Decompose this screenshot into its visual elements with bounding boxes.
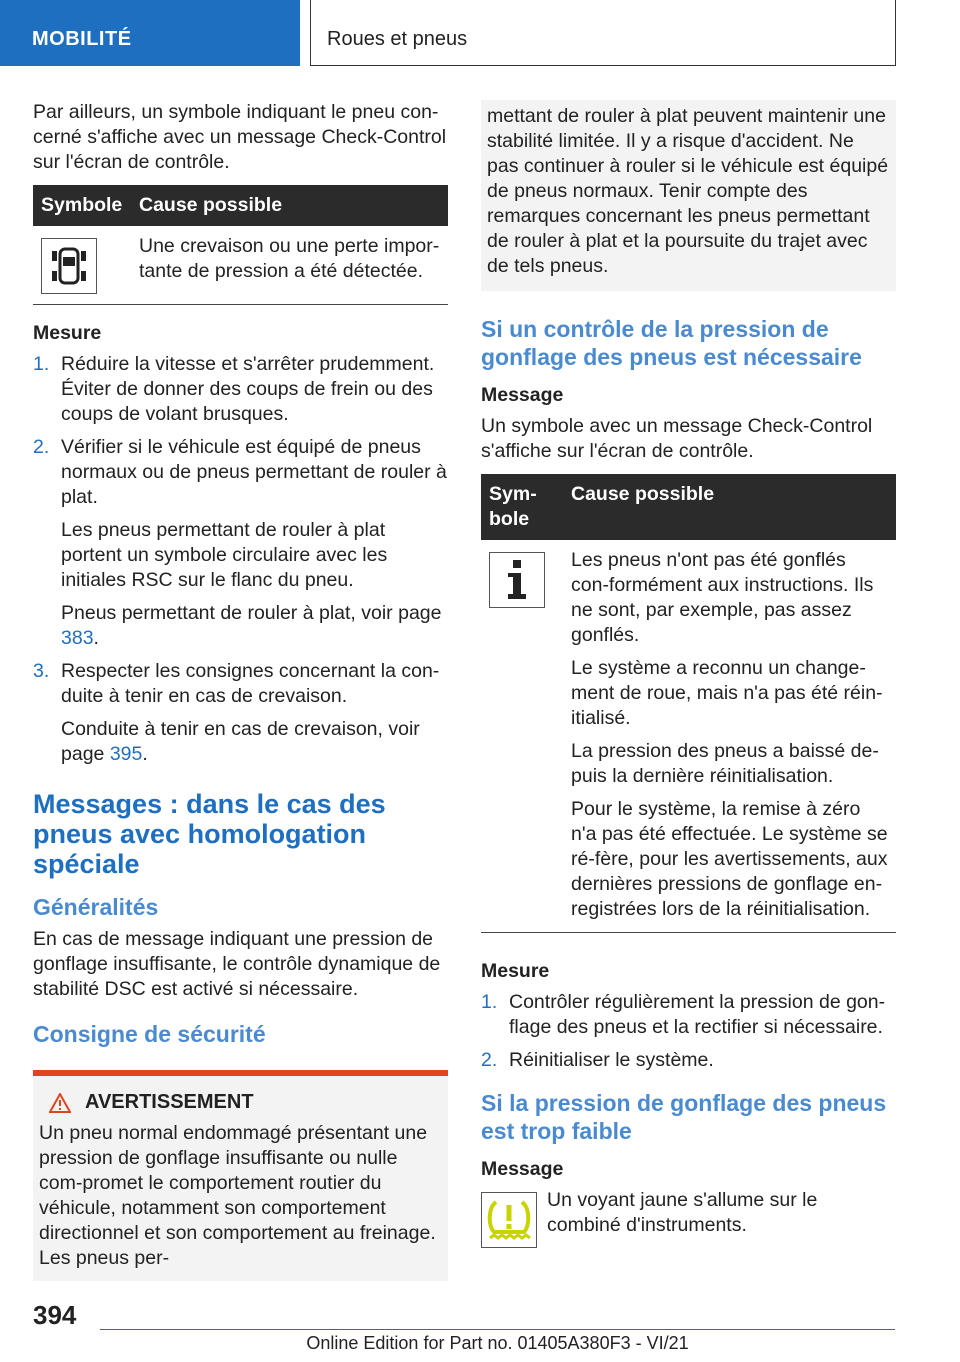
warning-triangle-icon xyxy=(49,1093,71,1113)
message-row xyxy=(481,1188,896,1248)
cause-text: Une crevaison ou une perte impor-tante de pression a été détectée. xyxy=(131,226,448,305)
step-text: Contrôler régulièrement la pression de gon-flage des pneus et la rectifier si nécessaire. xyxy=(509,991,886,1038)
symbol-table-2 xyxy=(481,474,896,933)
heading-check-pressure: Si un contrôle de la pression de gonflage des pneus est nécessaire xyxy=(481,316,862,370)
left-column xyxy=(33,100,448,1281)
table-row xyxy=(481,540,896,933)
edition-text: Online Edition for Part no. 01405A380F3 - VI/21 xyxy=(306,1333,689,1353)
warning-continuation: mettant de rouler à plat peuvent maintenir une stabilité limitée. Il y a risque d'accident. Ne pas continuer à rouler si le véhicule est équipé de pneus normaux. Tenir compte des remarques concernant les pneus permettant de rouler à plat et la poursuite du trajet avec de tels pneus. xyxy=(481,100,896,291)
footer-divider xyxy=(100,1329,895,1330)
topic-title: Roues et pneus xyxy=(310,0,896,66)
table-header-symbol: Symbole xyxy=(33,185,131,226)
warning-title: AVERTISSEMENT xyxy=(39,1090,442,1115)
table-row xyxy=(33,226,448,305)
cause-text: Le système a reconnu un change-ment de roue, mais n'a pas été réin-itialisé. xyxy=(571,657,883,729)
list-item xyxy=(33,435,448,651)
intro-text: Par ailleurs, un symbole indiquant le pneu con-cerné s'affiche avec un message Check-Control sur l'écran de contrôle. xyxy=(33,101,447,173)
list-item xyxy=(33,659,448,767)
list-item xyxy=(481,1048,896,1073)
step-number: 2. xyxy=(33,436,50,458)
message-text: Un symbole avec un message Check-Control s'affiche sur l'écran de contrôle. xyxy=(481,415,873,462)
step-text: Réduire la vitesse et s'arrêter prudemment. Éviter de donner des coups de frein ou des coups de volant brusques. xyxy=(61,353,435,425)
measure-steps xyxy=(481,990,896,1073)
right-column xyxy=(481,100,896,1248)
measure-heading: Mesure xyxy=(481,960,550,982)
step-number: 1. xyxy=(481,991,498,1013)
general-text: En cas de message indiquant une pression de gonflage insuffisante, le contrôle dynamique de stabilité DSC est activé si nécessaire. xyxy=(33,928,441,1000)
message-text: Un voyant jaune s'allume sur le combiné d'instruments. xyxy=(547,1189,818,1236)
list-item xyxy=(33,352,448,427)
step-number: 3. xyxy=(33,660,50,682)
warning-box xyxy=(33,1070,448,1281)
page-number: 394 xyxy=(33,1300,77,1330)
step-text: Respecter les consignes concernant la con-duite à tenir en cas de crevaison. xyxy=(61,660,440,707)
step-note: Les pneus permettant de rouler à plat portent un symbole circulaire avec les initiales RSC sur le flanc du pneu. xyxy=(61,519,388,591)
warning-text: Un pneu normal endommagé présentant une pression de gonflage insuffisante ou nulle com-promet le comportement routier du véhicule, notamment son comportement directionnel et son comportement au freinage. Les pneus per- xyxy=(39,1122,436,1269)
message-heading: Message xyxy=(481,384,564,406)
step-text: Vérifier si le véhicule est équipé de pneus normaux ou de pneus permettant de rouler à plat. xyxy=(61,436,447,508)
step-reference: Conduite à tenir en cas de crevaison, voir page 395. xyxy=(61,718,420,765)
step-number: 1. xyxy=(33,353,50,375)
cause-text: La pression des pneus a baissé de-puis la dernière réinitialisation. xyxy=(571,740,879,787)
car-tire-icon xyxy=(41,238,97,294)
message-heading: Message xyxy=(481,1158,564,1180)
table-header-cause: Cause possible xyxy=(131,185,448,226)
page-link[interactable]: 383 xyxy=(61,627,94,649)
measure-heading: Mesure xyxy=(33,322,102,344)
cause-text: Pour le système, la remise à zéro n'a pas été effectuée. Le système se ré-fère, pour les avertissements, aux dernières pressions de gonflage en-registrées lors de la réinitialisation. xyxy=(571,798,888,920)
heading-low-pressure: Si la pression de gonflage des pneus est trop faible xyxy=(481,1090,887,1144)
heading-general: Généralités xyxy=(33,894,159,920)
symbol-table-1 xyxy=(33,185,448,305)
step-number: 2. xyxy=(481,1049,498,1071)
section-tab: MOBILITÉ xyxy=(0,0,300,66)
measure-steps xyxy=(33,352,448,767)
table-header-symbol: Sym-bole xyxy=(481,474,563,540)
cause-text: Les pneus n'ont pas été gonflés con-formément aux instructions. Ils ne sont, par exemple, pas assez gonflés. xyxy=(571,549,874,646)
table-header-cause: Cause possible xyxy=(563,474,896,540)
tire-pressure-warning-icon xyxy=(481,1192,537,1248)
section-heading-messages: Messages : dans le cas des pneus avec homologation spéciale xyxy=(33,789,386,879)
step-text: Réinitialiser le système. xyxy=(509,1049,714,1071)
page-link[interactable]: 395 xyxy=(109,743,143,765)
list-item xyxy=(481,990,896,1040)
step-reference: Pneus permettant de rouler à plat, voir page 383. xyxy=(61,602,442,649)
info-icon xyxy=(489,552,545,608)
heading-safety: Consigne de sécurité xyxy=(33,1021,266,1047)
